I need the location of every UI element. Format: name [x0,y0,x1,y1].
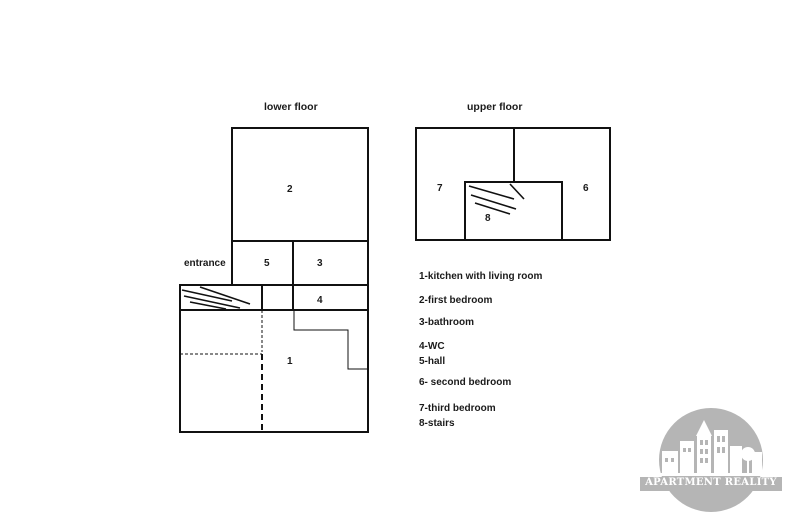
entrance-label: entrance [184,258,226,269]
legend-item-6: 6- second bedroom [419,377,512,388]
stairs-lower-hatch [182,287,250,309]
room-2-number: 2 [287,184,293,195]
room-3-number: 3 [317,258,323,269]
kitchen-counter-outline [294,310,368,369]
stairs-upper-hatch [469,184,524,214]
lower-floor-title: lower floor [264,101,318,113]
room-5-outline [232,241,293,285]
apartment-reality-logo [640,406,790,516]
legend-item-4: 4-WC [419,341,445,352]
room-1-number: 1 [287,356,293,367]
legend-item-7: 7-third bedroom [419,403,496,414]
legend-item-5: 5-hall [419,356,446,367]
room-5-number: 5 [264,258,270,269]
upper-floor-title: upper floor [467,101,523,113]
legend-item-3: 3-bathroom [419,317,474,328]
logo-text: APARTMENT REALITY [645,477,777,488]
legend-item-8: 8-stairs [419,418,455,429]
room-6-number: 6 [583,183,589,194]
room-4-outline [293,285,368,310]
legend-item-1: 1-kitchen with living room [419,271,543,282]
legend-item-2: 2-first bedroom [419,295,493,306]
room-2-outline [232,128,368,241]
room-1-outline [180,310,368,432]
room-7-number: 7 [437,183,443,194]
room-8-outline [465,182,562,240]
room-4-number: 4 [317,295,323,306]
room-8-number: 8 [485,213,491,224]
room-3-outline [293,241,368,285]
